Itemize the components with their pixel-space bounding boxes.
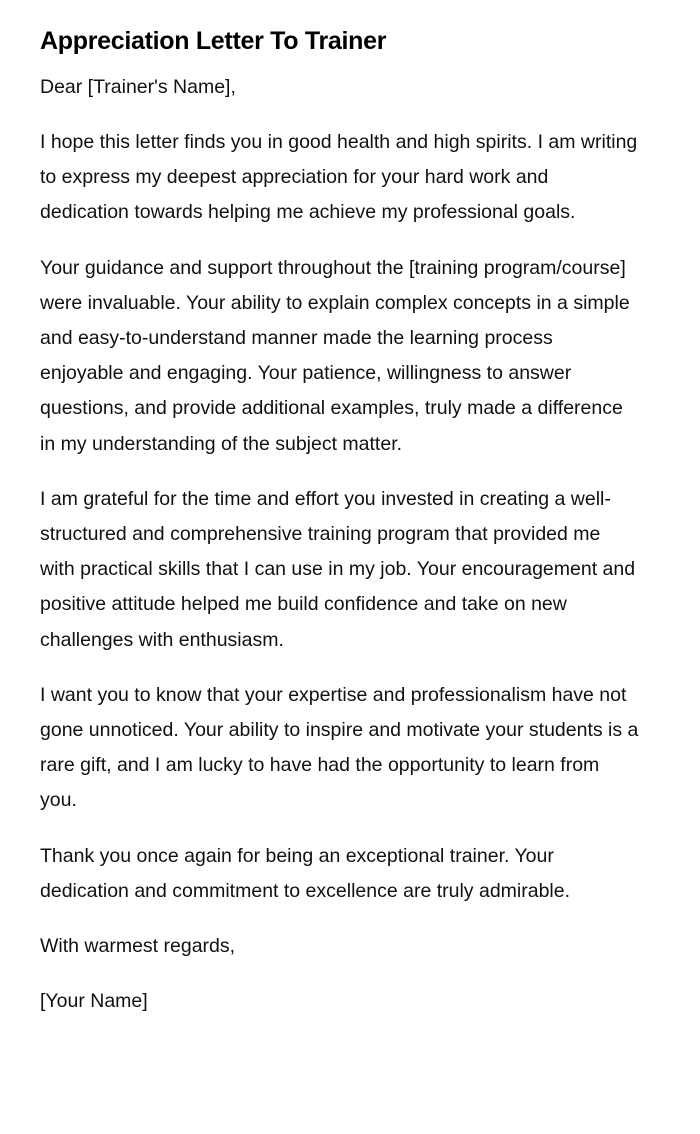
letter-paragraph-5: Thank you once again for being an exceptional trainer. Your dedication and commitment to excellence are truly admirable.: [40, 844, 571, 902]
letter-closing: With warmest regards,: [40, 935, 236, 958]
letter-signature: [Your Name]: [40, 990, 148, 1013]
letter-paragraph-1: I hope this letter finds you in good health and high spirits. I am writing to express my deepest appreciation for your hard work and dedication towards helping me achieve my professional goals.: [40, 131, 638, 224]
letter-paragraph-2: Your guidance and support throughout the [training program/course] were invaluable. Your ability to explain complex concepts in a simple and easy-to-understand manner made the learning process enjoyable and engaging. Your patience, willingness to answer questions, and provide additional examples, truly made a difference in my understanding of the subject matter.: [40, 256, 630, 455]
letter-title: Appreciation Letter To Trainer: [40, 27, 387, 55]
letter-salutation: Dear [Trainer's Name],: [40, 76, 236, 98]
letter-paragraph-4: I want you to know that your expertise and professionalism have not gone unnoticed. Your ability to inspire and motivate your students is a rare gift, and I am lucky to have had the opportunity to learn from you.: [40, 683, 639, 812]
letter-paragraph-3: I am grateful for the time and effort you invested in creating a well-structured and comprehensive training program that provided me with practical skills that I can use in my job. Your encouragement and positive attitude helped me build confidence and take on new challenges with enthusiasm.: [40, 487, 636, 651]
letter-document: [40, 24, 640, 1019]
